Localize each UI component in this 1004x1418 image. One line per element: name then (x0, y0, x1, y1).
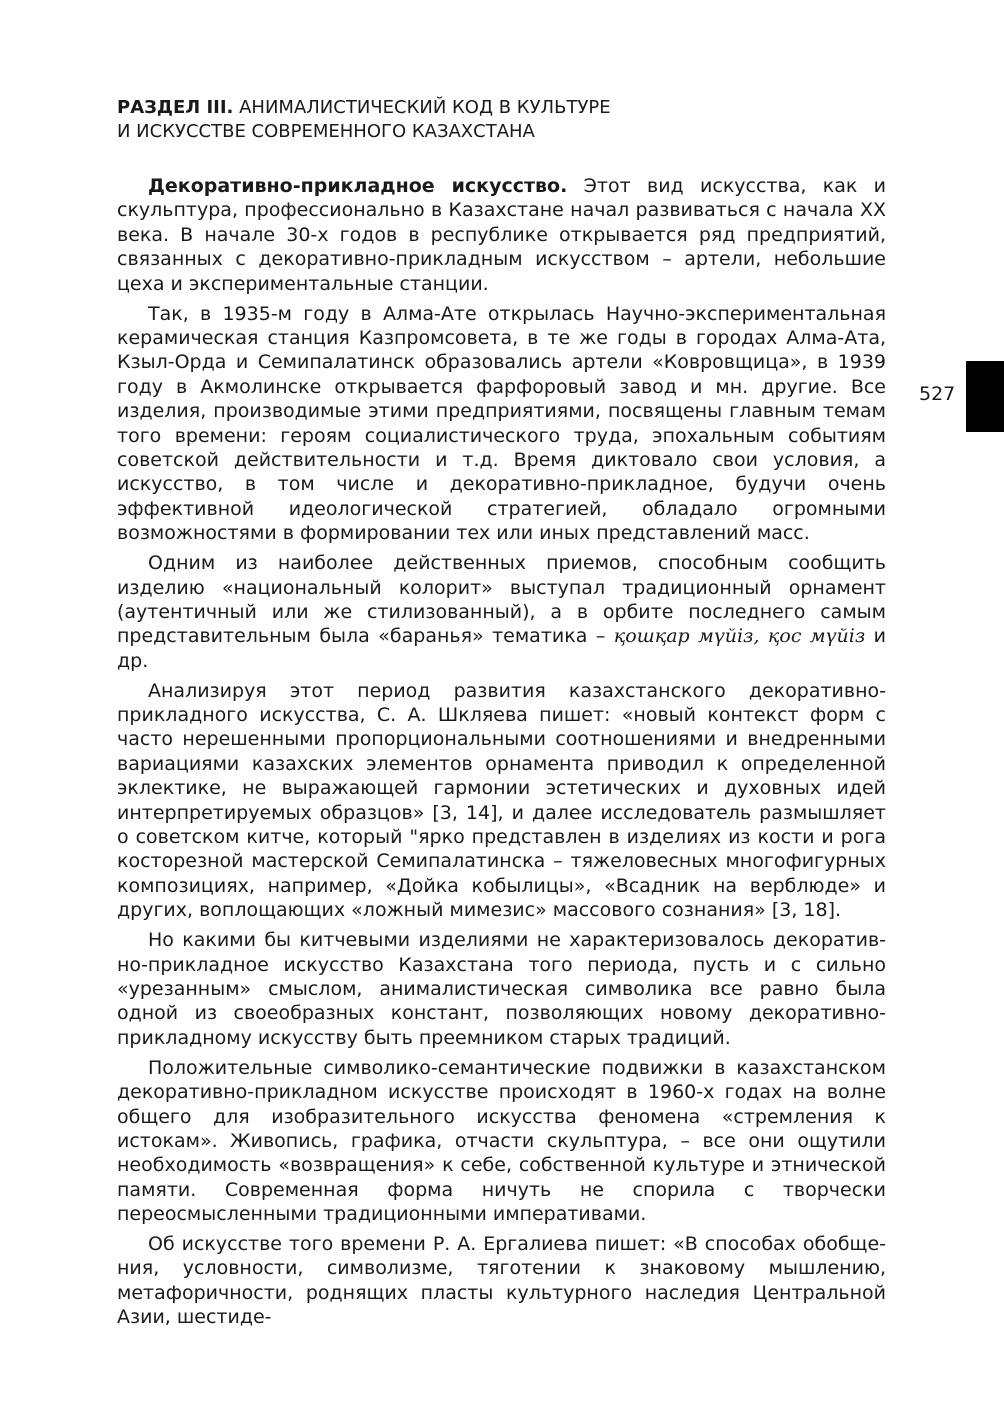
section-title-part1: АНИМАЛИСТИЧЕСКИЙ КОД В КУЛЬТУРЕ (233, 97, 611, 118)
paragraph-3-end: и др. (117, 625, 887, 672)
paragraph-2: Так, в 1935-м году в Алма-Ате открылась Научно-экспериментальная керамическая станция Казпромсовета, в те же годы в городах Алма-Ата, Кзыл-Орда и Семипалатинск образовались артели «Ковровщица», в 1939 году в Акмолинске открывается фарфоровый завод и мн. другие. Все изделия, производимые этими предприятиями, посвящены главным темам того времени: героям социалистического труда, эпохальным событиям советской действительности и т.д. Время диктовало свои условия, а искусство, в том числе и декоративно-прикладное, будучи очень эффективной идеологической стратегией, обладало огромными возможностями в формировании тех или иных представлений масс. (117, 302, 886, 545)
paragraph-3 (117, 551, 886, 673)
paragraph-6: Положительные символико-семантические подвижки в казахстанском декоративно-прикладном искусстве происходят в 1960-х годах на волне общего для изобразительного искусства феномена «стремления к истокам». Живопись, графика, отчасти скульптура, – все они ощутили необходимость «возвращения» к себе, собственной культуре и этнической памяти. Современная форма ничуть не спорила с творчески переосмысленными традиционными императивами. (117, 1056, 886, 1226)
running-header (117, 96, 817, 144)
paragraph-3-italic: қошқар мүйіз, қос мүйіз (613, 625, 866, 648)
body-text (117, 174, 886, 1335)
paragraph-5: Но какими бы китчевыми изделиями не характеризовалось декоративно-прикладное искусство Казахстана того периода, пусть и с сильно «урезанным» смыслом, анималистическая символика все равно была одной из своеобразных констант, позволяющих новому декоративно-прикладному искусству быть преемником старых традиций. (117, 929, 886, 1049)
paragraph-7: Об искусстве того времени Р. А. Ергалиева пишет: «В способах обобщения, условности, символизме, тяготении к знаковому мышлению, метафоричности, роднящих пласты культурного наследия Центральной Азии, шестиде- (117, 1233, 886, 1329)
paragraph-1-lead: Декоративно-прикладное искусство. (148, 175, 568, 197)
section-label: РАЗДЕЛ III. (117, 97, 234, 118)
paragraph-3-start: Одним из наиболее действенных приемов, способным сообщить изделию «национальный колорит» выступал традиционный орнамент (аутентичный или же стилизованный), а в орбите последнего самым представительным была «баранья» тематика – (117, 552, 886, 648)
page-number: 527 (919, 383, 956, 405)
page-edge-tab (966, 361, 1004, 432)
paragraph-1-text: Этот вид искусства, как и скульптура, профессионально в Казахстане начал развиваться с начала XX века. В начале 30-х годов в республике открывается ряд предприятий, связанных с декоративно-прикладным искусством – артели, небольшие цеха и экспериментальные станции. (117, 175, 887, 295)
paragraph-4: Анализируя этот период развития казахстанского декоративно-прикладного искусства, С. А. Шкляева пишет: «новый контекст форм с часто нерешенными пропорциональными соотношениями и внедренными вариациями казахских элементов орнамента приводил к определенной эклектике, не выражающей гармонии эстетических и духовных идей интерпретируемых образцов» [3, 14], и далее исследователь размышляет о советском китче, который "ярко представлен в изделиях из кости и рога косторезной мастерской Семипалатинска – тяжеловесных многофигурных композициях, например, «Дойка кобылицы», «Всадник на верблюде» и других, воплощающих «ложный мимезис» массового сознания» [3, 18]. (117, 679, 886, 922)
paragraph-1 (117, 174, 886, 296)
section-title-part2: И ИСКУССТВЕ СОВРЕМЕННОГО КАЗАХСТАНА (117, 121, 535, 142)
running-header-line1 (117, 96, 817, 120)
